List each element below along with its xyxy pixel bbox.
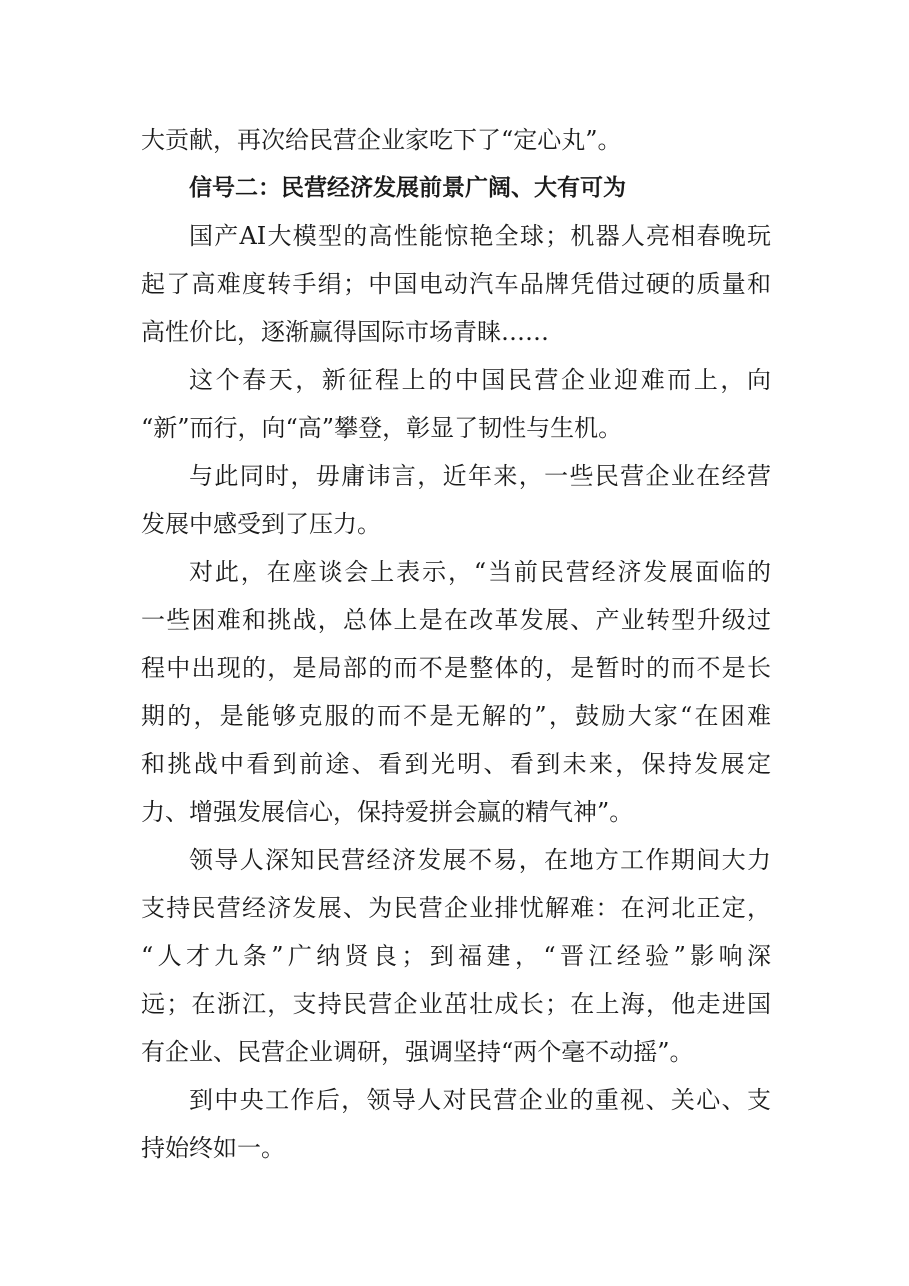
section-heading: 信号二：民营经济发展前景广阔、大有可为 — [189, 175, 626, 201]
paragraph-line: 领导人深知民营经济发展不易，在地方工作期间大力 — [189, 846, 771, 874]
paragraph-line: 期的，是能够克服的而不是无解的”，鼓励大家“在困难 — [141, 702, 771, 730]
paragraph-line: 这个春天，新征程上的中国民营企业迎难而上，向 — [189, 366, 771, 394]
paragraph-line: 发展中感受到了压力。 — [141, 510, 381, 538]
article-body — [141, 116, 771, 1172]
paragraph-line: 到中央工作后，领导人对民营企业的重视、关心、支 — [189, 1086, 771, 1114]
paragraph-line: 与此同时，毋庸讳言，近年来，一些民营企业在经营 — [189, 462, 771, 490]
paragraph-line: 和挑战中看到前途、看到光明、看到未来，保持发展定 — [141, 750, 771, 778]
paragraph-line: “人才九条”广纳贤良；到福建，“晋江经验”影响深 — [141, 942, 771, 970]
paragraph-line: 国产AI大模型的高性能惊艳全球；机器人亮相春晚玩 — [189, 222, 771, 250]
paragraph-line: 一些困难和挑战，总体上是在改革发展、产业转型升级过 — [141, 606, 771, 634]
paragraph-line: 力、增强发展信心，保持爱拼会赢的精气神”。 — [141, 798, 634, 826]
paragraph-line: 有企业、民营企业调研，强调坚持“两个毫不动摇”。 — [141, 1038, 694, 1066]
paragraph-line: 高性价比，逐渐赢得国际市场青睐…… — [141, 318, 549, 346]
paragraph-line: 对此，在座谈会上表示，“当前民营经济发展面临的 — [189, 558, 771, 586]
paragraph-line: 持始终如一。 — [141, 1134, 285, 1162]
paragraph-line: 起了高难度转手绢；中国电动汽车品牌凭借过硬的质量和 — [141, 270, 771, 298]
paragraph-line: 远；在浙江，支持民营企业茁壮成长；在上海，他走进国 — [141, 990, 771, 1018]
paragraph-line: 大贡献，再次给民营企业家吃下了“定心丸”。 — [141, 126, 622, 154]
paragraph-line: 支持民营经济发展、为民营企业排忧解难：在河北正定， — [141, 894, 771, 922]
paragraph-line: “新”而行，向“高”攀登，彰显了韧性与生机。 — [141, 414, 623, 442]
paragraph-line: 程中出现的，是局部的而不是整体的，是暂时的而不是长 — [141, 654, 771, 682]
